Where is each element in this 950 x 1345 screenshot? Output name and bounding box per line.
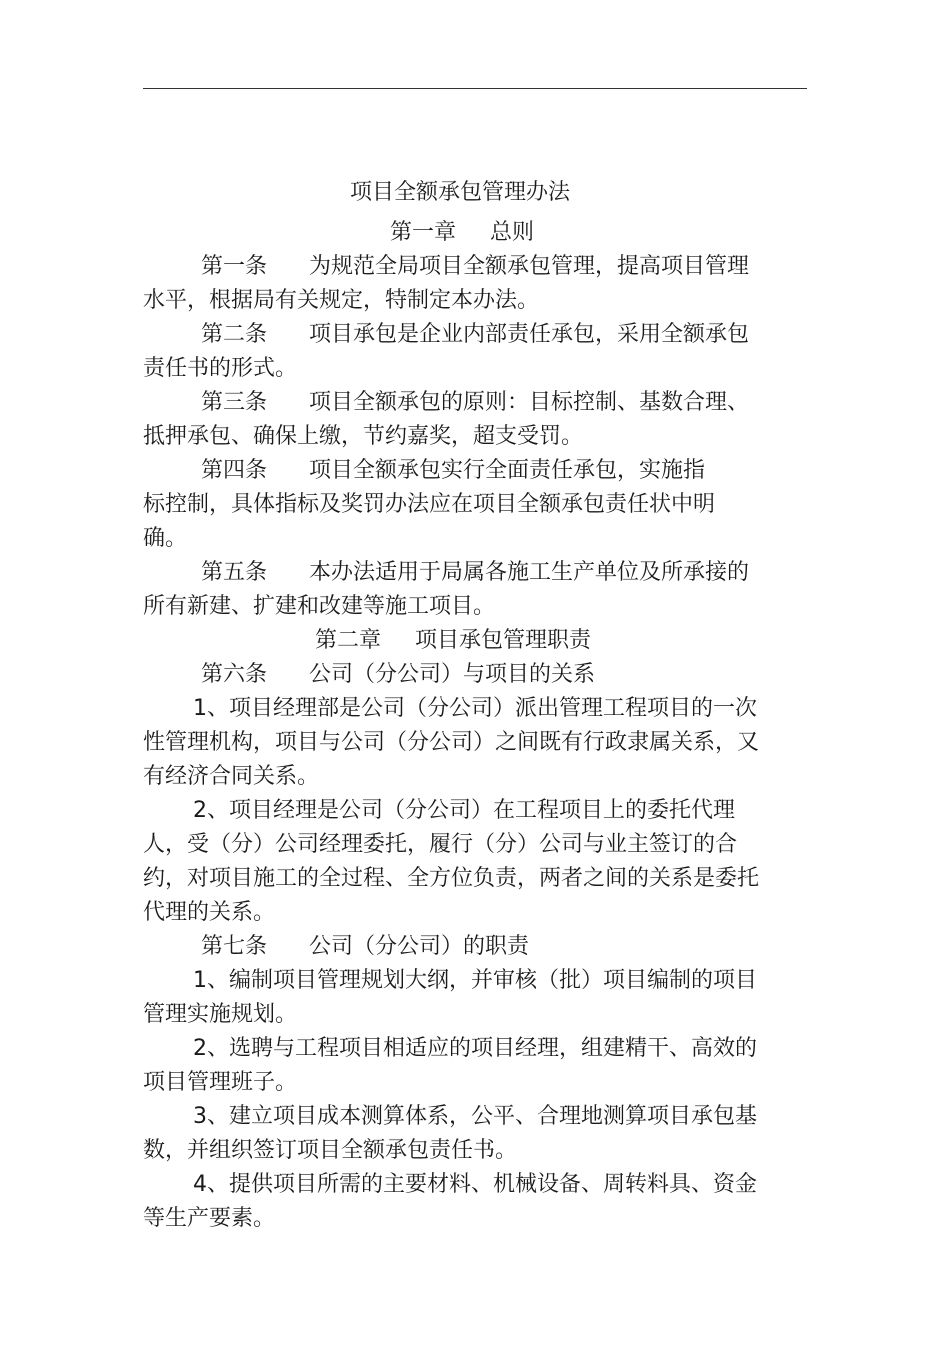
article-7-item-3: 3、建立项目成本测算体系，公平、合理地测算项目承包基数，并组织签订项目全额承包责任书。 bbox=[143, 1104, 757, 1163]
article-7-item-1: 1、编制项目管理规划大纲，并审核（批）项目编制的项目管理实施规划。 bbox=[143, 968, 757, 1027]
chapter-1-heading bbox=[143, 216, 763, 250]
article-6-heading bbox=[143, 658, 763, 692]
article-4-text: 项目全额承包实行全面责任承包，实施指标控制，具体指标及奖罚办法应在项目全额承包责任状中明确。 bbox=[143, 458, 716, 551]
document-title: 项目全额承包管理办法 bbox=[349, 180, 570, 205]
article-7-item-2: 2、选聘与工程项目相适应的项目经理，组建精干、高效的项目管理班子。 bbox=[143, 1036, 757, 1095]
article-5-text: 本办法适用于局属各施工生产单位及所承接的所有新建、扩建和改建等施工项目。 bbox=[143, 560, 750, 619]
article-2-text: 项目承包是企业内部责任承包，采用全额承包责任书的形式。 bbox=[143, 322, 750, 381]
article-6-label: 第六条 bbox=[201, 662, 268, 687]
article-2 bbox=[143, 318, 763, 386]
article-5 bbox=[143, 556, 763, 624]
document-body bbox=[143, 176, 763, 1236]
article-1 bbox=[143, 250, 763, 318]
chapter-1-label: 第一章 bbox=[389, 220, 456, 245]
article-4-label: 第四条 bbox=[201, 458, 268, 483]
article-3 bbox=[143, 386, 763, 454]
article-1-label: 第一条 bbox=[201, 254, 268, 279]
article-2-label: 第二条 bbox=[201, 322, 268, 347]
article-6-item-1: 1、项目经理部是公司（分公司）派出管理工程项目的一次性管理机构，项目与公司（分公司）之间既有行政隶属关系，又有经济合同关系。 bbox=[143, 696, 760, 789]
article-3-text: 项目全额承包的原则：目标控制、基数合理、抵押承包、确保上缴，节约嘉奖，超支受罚。 bbox=[143, 390, 750, 449]
article-5-label: 第五条 bbox=[201, 560, 268, 585]
header-rule bbox=[143, 88, 807, 89]
article-6-item-2: 2、项目经理是公司（分公司）在工程项目上的委托代理人，受（分）公司经理委托，履行（分）公司与业主签订的合约，对项目施工的全过程、全方位负责，两者之间的关系是委托代理的关系。 bbox=[143, 798, 760, 925]
article-7-heading bbox=[143, 930, 763, 964]
article-7-text: 公司（分公司）的职责 bbox=[309, 934, 530, 959]
chapter-2-heading bbox=[143, 624, 763, 658]
article-6-text: 公司（分公司）与项目的关系 bbox=[309, 662, 596, 687]
article-7-item-4: 4、提供项目所需的主要材料、机械设备、周转料具、资金等生产要素。 bbox=[143, 1172, 757, 1231]
article-1-text: 为规范全局项目全额承包管理，提高项目管理水平，根据局有关规定，特制定本办法。 bbox=[143, 254, 750, 313]
article-3-label: 第三条 bbox=[201, 390, 268, 415]
article-4 bbox=[143, 454, 763, 556]
chapter-1-name: 总则 bbox=[490, 220, 535, 245]
chapter-2-name: 项目承包管理职责 bbox=[415, 628, 592, 653]
chapter-2-label: 第二章 bbox=[314, 628, 381, 653]
article-7-label: 第七条 bbox=[201, 934, 268, 959]
